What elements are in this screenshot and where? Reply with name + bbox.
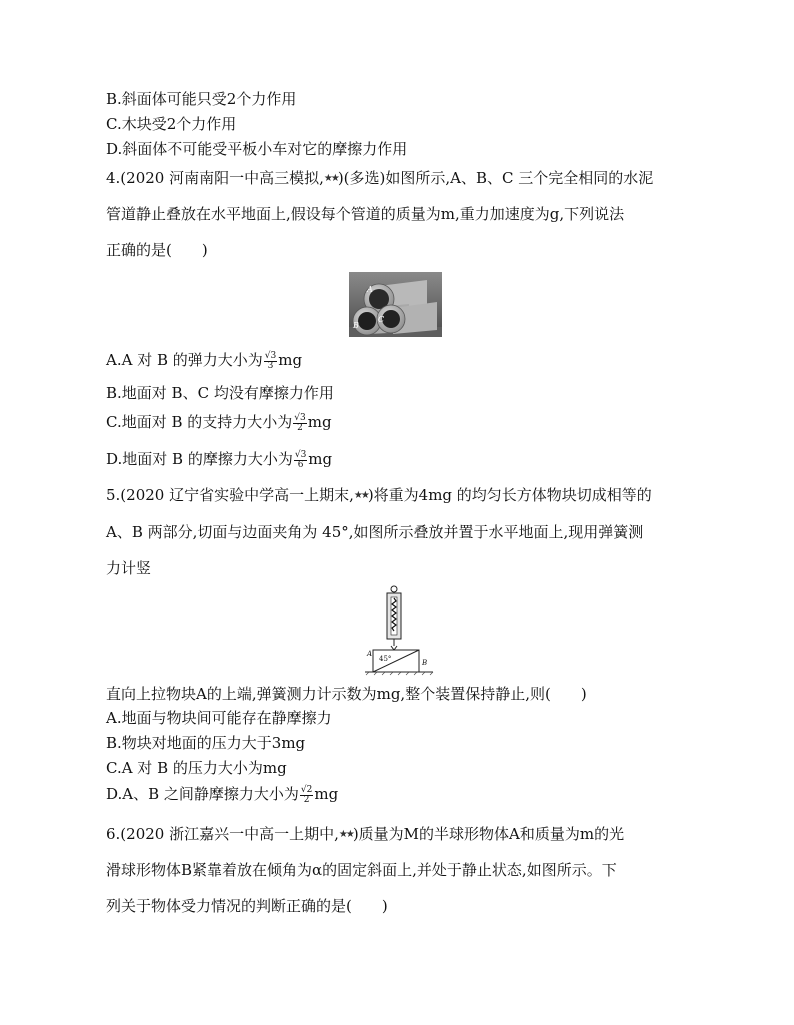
q5-stem-line-1: 5.(2020 辽宁省实验中学高一上期末,★★)将重为4mg 的均匀长方体物块切成相等的 [106,486,652,504]
q5-option-a: A.地面与物块间可能存在静摩擦力 [106,709,332,727]
difficulty-star-icon: ★★ [338,829,353,840]
pipe-label-a: A [367,285,373,294]
q5-option-b: B.物块对地面的压力大于3mg [106,734,306,752]
spring-scale-block-diagram [363,584,438,676]
q3-option-d: D.斜面体不可能受平板小车对它的摩擦力作用 [106,140,408,158]
q5-option-c: C.A 对 B 的压力大小为mg [106,759,287,777]
q4-option-a: A.A 对 B 的弹力大小为 $\frac{√3}{3}$ mg [106,350,303,371]
fraction: $\frac{√3}{6}$ [294,449,307,470]
fraction: $\frac{√3}{2}$ [294,412,306,433]
q4-stem-line-1: 4.(2020 河南南阳一中高三模拟,★★)(多选)如图所示,A、B、C 三个完全相同的水泥 [106,169,654,187]
q4-option-c: C.地面对 B 的支持力大小为 $\frac{√3}{2}$ mg [106,412,332,433]
q4-stem-line-3: 正确的是( ) [106,241,208,259]
q5-stem-line-4: 直向上拉物块A的上端,弹簧测力计示数为mg,整个装置保持静止,则( ) [106,685,587,703]
angle-label: 45° [379,655,392,663]
fraction: $\frac{√3}{3}$ [264,350,277,371]
difficulty-star-icon: ★★ [353,490,368,501]
q4-stem-line-2: 管道静止叠放在水平地面上,假设每个管道的质量为m,重力加速度为g,下列说法 [106,205,625,223]
q4-option-b: B.地面对 B、C 均没有摩擦力作用 [106,384,334,402]
q3-option-b: B.斜面体可能只受2个力作用 [106,90,297,108]
q5-option-d: D.A、B 之间静摩擦力大小为 $\frac{√2}{2}$ mg [106,784,339,805]
q5-stem-line-2: A、B 两部分,切面与边面夹角为 45°,如图所示叠放并置于水平地面上,现用弹簧测 [106,523,644,541]
q5-stem-line-3: 力计竖 [106,559,152,577]
pipe-label-c: C [378,315,385,324]
q4-option-d: D.地面对 B 的摩擦力大小为 $\frac{√3}{6}$ mg [106,449,333,470]
q6-stem-line-2: 滑球形物体B紧靠着放在倾角为α的固定斜面上,并处于静止状态,如图所示。下 [106,861,617,879]
pipe-label-b: B [353,321,359,330]
q6-stem-line-1: 6.(2020 浙江嘉兴一中高一上期中,★★)质量为M的半球形物体A和质量为m的光 [106,825,625,843]
pipes-photo [349,272,442,337]
block-label-b: B [422,659,428,667]
fraction: $\frac{√2}{2}$ [300,784,313,805]
q3-option-c: C.木块受2个力作用 [106,115,237,133]
q6-stem-line-3: 列关于物体受力情况的判断正确的是( ) [106,897,388,915]
block-label-a: A [367,650,373,658]
difficulty-star-icon: ★★ [323,173,338,184]
